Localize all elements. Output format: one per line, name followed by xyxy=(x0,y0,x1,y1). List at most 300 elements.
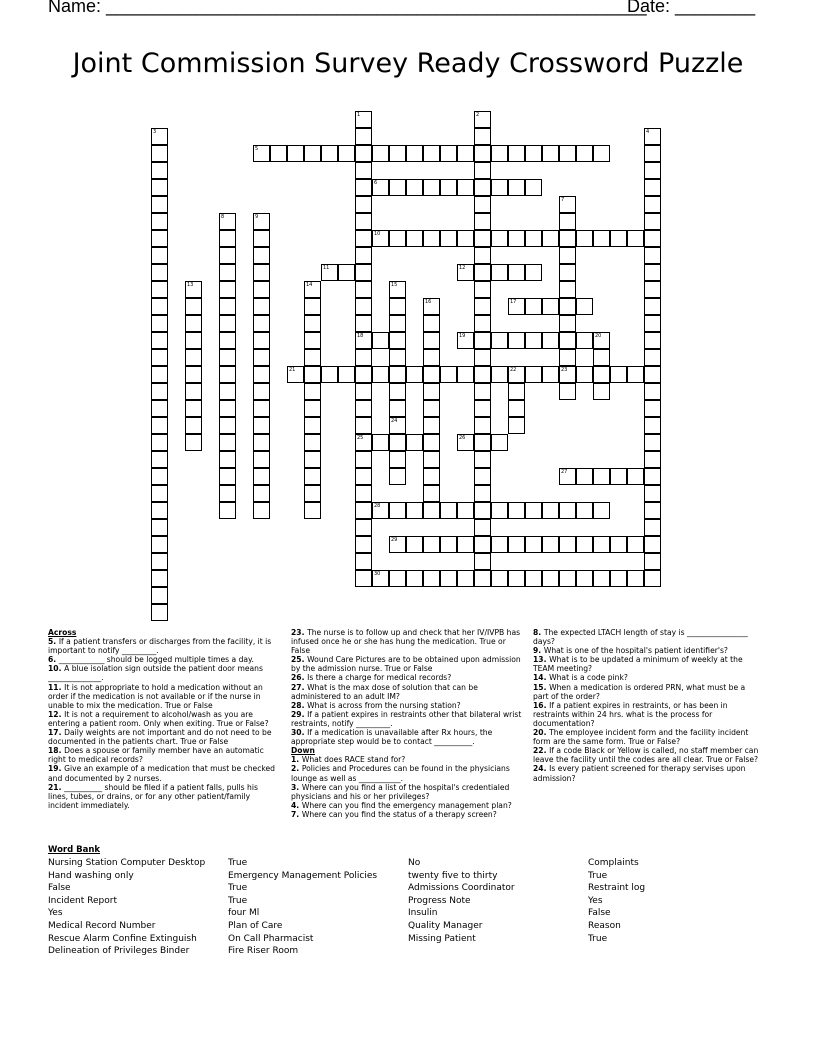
grid-cell[interactable] xyxy=(457,366,474,383)
grid-cell[interactable] xyxy=(559,264,576,281)
grid-cell[interactable] xyxy=(474,213,491,230)
grid-cell[interactable] xyxy=(389,315,406,332)
grid-cell[interactable] xyxy=(389,366,406,383)
grid-cell[interactable] xyxy=(610,468,627,485)
grid-cell[interactable] xyxy=(644,485,661,502)
grid-cell[interactable] xyxy=(406,179,423,196)
grid-cell[interactable] xyxy=(525,179,542,196)
grid-cell[interactable] xyxy=(525,536,542,553)
grid-cell[interactable] xyxy=(355,366,372,383)
grid-cell[interactable] xyxy=(304,332,321,349)
grid-cell[interactable] xyxy=(219,485,236,502)
grid-cell[interactable] xyxy=(593,349,610,366)
grid-cell[interactable] xyxy=(610,366,627,383)
grid-cell[interactable] xyxy=(644,247,661,264)
grid-cell[interactable] xyxy=(576,536,593,553)
grid-cell[interactable] xyxy=(644,519,661,536)
grid-cell[interactable] xyxy=(219,349,236,366)
grid-cell[interactable] xyxy=(185,383,202,400)
grid-cell[interactable] xyxy=(644,315,661,332)
grid-cell[interactable] xyxy=(542,145,559,162)
grid-cell[interactable] xyxy=(474,434,491,451)
grid-cell[interactable] xyxy=(270,145,287,162)
grid-cell[interactable] xyxy=(644,536,661,553)
grid-cell[interactable] xyxy=(253,247,270,264)
grid-cell[interactable] xyxy=(576,502,593,519)
grid-cell[interactable] xyxy=(219,247,236,264)
grid-cell[interactable] xyxy=(508,400,525,417)
grid-cell[interactable] xyxy=(151,553,168,570)
grid-cell[interactable] xyxy=(219,451,236,468)
grid-cell[interactable] xyxy=(253,264,270,281)
grid-cell[interactable] xyxy=(644,162,661,179)
grid-cell[interactable] xyxy=(389,400,406,417)
grid-cell[interactable] xyxy=(219,434,236,451)
grid-cell[interactable] xyxy=(474,519,491,536)
grid-cell[interactable] xyxy=(355,128,372,145)
grid-cell[interactable] xyxy=(559,145,576,162)
grid-cell[interactable] xyxy=(406,502,423,519)
grid-cell[interactable] xyxy=(525,366,542,383)
grid-cell[interactable] xyxy=(491,230,508,247)
grid-cell[interactable] xyxy=(389,179,406,196)
grid-cell[interactable] xyxy=(151,298,168,315)
grid-cell[interactable] xyxy=(304,468,321,485)
grid-cell[interactable] xyxy=(525,230,542,247)
grid-cell[interactable] xyxy=(474,315,491,332)
grid-cell[interactable] xyxy=(151,349,168,366)
grid-cell[interactable] xyxy=(253,332,270,349)
grid-cell[interactable] xyxy=(457,179,474,196)
grid-cell[interactable] xyxy=(389,230,406,247)
grid-cell[interactable] xyxy=(474,281,491,298)
grid-cell[interactable] xyxy=(610,536,627,553)
grid-cell[interactable] xyxy=(355,553,372,570)
grid-cell[interactable] xyxy=(474,502,491,519)
grid-cell[interactable] xyxy=(559,536,576,553)
grid-cell[interactable] xyxy=(151,281,168,298)
grid-cell[interactable] xyxy=(253,281,270,298)
grid-cell[interactable] xyxy=(151,162,168,179)
grid-cell[interactable] xyxy=(406,434,423,451)
grid-cell[interactable] xyxy=(355,468,372,485)
grid-cell[interactable] xyxy=(542,366,559,383)
grid-cell[interactable] xyxy=(491,536,508,553)
grid-cell[interactable] xyxy=(423,400,440,417)
grid-cell[interactable] xyxy=(440,145,457,162)
grid-cell[interactable] xyxy=(508,230,525,247)
grid-cell[interactable] xyxy=(576,332,593,349)
grid-cell[interactable] xyxy=(151,196,168,213)
grid-cell[interactable] xyxy=(151,570,168,587)
grid-cell[interactable] xyxy=(304,298,321,315)
grid-cell[interactable] xyxy=(406,145,423,162)
grid-cell[interactable] xyxy=(644,349,661,366)
grid-cell[interactable] xyxy=(185,332,202,349)
grid-cell[interactable] xyxy=(593,145,610,162)
grid-cell[interactable] xyxy=(644,502,661,519)
grid-cell[interactable] xyxy=(525,298,542,315)
grid-cell[interactable] xyxy=(644,400,661,417)
grid-cell[interactable] xyxy=(644,570,661,587)
grid-cell[interactable] xyxy=(338,145,355,162)
grid-cell[interactable] xyxy=(185,434,202,451)
grid-cell[interactable] xyxy=(542,298,559,315)
grid-cell[interactable] xyxy=(355,383,372,400)
grid-cell[interactable] xyxy=(185,349,202,366)
grid-cell[interactable] xyxy=(440,179,457,196)
grid-cell[interactable] xyxy=(151,400,168,417)
grid-cell[interactable] xyxy=(542,502,559,519)
grid-cell[interactable] xyxy=(287,145,304,162)
grid-cell[interactable] xyxy=(491,332,508,349)
grid-cell[interactable] xyxy=(253,383,270,400)
grid-cell[interactable] xyxy=(440,502,457,519)
grid-cell[interactable] xyxy=(219,315,236,332)
grid-cell[interactable] xyxy=(457,502,474,519)
grid-cell[interactable] xyxy=(576,468,593,485)
grid-cell[interactable] xyxy=(355,417,372,434)
grid-cell[interactable] xyxy=(542,536,559,553)
grid-cell[interactable] xyxy=(406,570,423,587)
grid-cell[interactable] xyxy=(151,468,168,485)
grid-cell[interactable] xyxy=(423,349,440,366)
grid-cell[interactable] xyxy=(423,383,440,400)
grid-cell[interactable] xyxy=(423,332,440,349)
grid-cell[interactable] xyxy=(219,383,236,400)
grid-cell[interactable] xyxy=(423,451,440,468)
grid-cell[interactable] xyxy=(474,485,491,502)
grid-cell[interactable] xyxy=(457,145,474,162)
grid-cell[interactable] xyxy=(304,383,321,400)
grid-cell[interactable] xyxy=(355,570,372,587)
grid-cell[interactable] xyxy=(644,145,661,162)
grid-cell[interactable] xyxy=(542,230,559,247)
grid-cell[interactable] xyxy=(355,536,372,553)
grid-cell[interactable] xyxy=(474,264,491,281)
grid-cell[interactable] xyxy=(372,366,389,383)
grid-cell[interactable] xyxy=(423,179,440,196)
grid-cell[interactable] xyxy=(474,162,491,179)
grid-cell[interactable] xyxy=(321,145,338,162)
grid-cell[interactable] xyxy=(219,332,236,349)
grid-cell[interactable] xyxy=(304,145,321,162)
grid-cell[interactable] xyxy=(423,468,440,485)
grid-cell[interactable] xyxy=(525,570,542,587)
grid-cell[interactable] xyxy=(559,383,576,400)
grid-cell[interactable] xyxy=(576,366,593,383)
grid-cell[interactable] xyxy=(219,502,236,519)
grid-cell[interactable] xyxy=(474,349,491,366)
grid-cell[interactable] xyxy=(593,230,610,247)
grid-cell[interactable] xyxy=(304,434,321,451)
grid-cell[interactable] xyxy=(151,264,168,281)
grid-cell[interactable] xyxy=(151,230,168,247)
grid-cell[interactable] xyxy=(151,451,168,468)
grid-cell[interactable] xyxy=(406,536,423,553)
grid-cell[interactable] xyxy=(185,400,202,417)
grid-cell[interactable] xyxy=(406,230,423,247)
grid-cell[interactable] xyxy=(389,451,406,468)
grid-cell[interactable] xyxy=(253,298,270,315)
grid-cell[interactable] xyxy=(559,332,576,349)
grid-cell[interactable] xyxy=(253,417,270,434)
grid-cell[interactable] xyxy=(253,315,270,332)
grid-cell[interactable] xyxy=(185,315,202,332)
grid-cell[interactable] xyxy=(610,570,627,587)
grid-cell[interactable] xyxy=(304,451,321,468)
grid-cell[interactable] xyxy=(253,400,270,417)
grid-cell[interactable] xyxy=(644,468,661,485)
grid-cell[interactable] xyxy=(304,485,321,502)
grid-cell[interactable] xyxy=(389,502,406,519)
grid-cell[interactable] xyxy=(576,145,593,162)
grid-cell[interactable] xyxy=(474,179,491,196)
grid-cell[interactable] xyxy=(355,179,372,196)
grid-cell[interactable] xyxy=(491,502,508,519)
grid-cell[interactable] xyxy=(627,366,644,383)
grid-cell[interactable] xyxy=(219,298,236,315)
grid-cell[interactable] xyxy=(185,366,202,383)
grid-cell[interactable] xyxy=(253,485,270,502)
grid-cell[interactable] xyxy=(627,570,644,587)
grid-cell[interactable] xyxy=(474,298,491,315)
grid-cell[interactable] xyxy=(559,349,576,366)
grid-cell[interactable] xyxy=(151,434,168,451)
grid-cell[interactable] xyxy=(474,417,491,434)
grid-cell[interactable] xyxy=(151,502,168,519)
grid-cell[interactable] xyxy=(474,468,491,485)
grid-cell[interactable] xyxy=(474,400,491,417)
grid-cell[interactable] xyxy=(508,264,525,281)
grid-cell[interactable] xyxy=(474,145,491,162)
grid-cell[interactable] xyxy=(355,196,372,213)
grid-cell[interactable] xyxy=(627,230,644,247)
grid-cell[interactable] xyxy=(219,400,236,417)
grid-cell[interactable] xyxy=(559,213,576,230)
grid-cell[interactable] xyxy=(593,502,610,519)
grid-cell[interactable] xyxy=(389,332,406,349)
grid-cell[interactable] xyxy=(253,434,270,451)
grid-cell[interactable] xyxy=(151,604,168,621)
grid-cell[interactable] xyxy=(372,434,389,451)
grid-cell[interactable] xyxy=(440,230,457,247)
grid-cell[interactable] xyxy=(355,298,372,315)
grid-cell[interactable] xyxy=(508,332,525,349)
grid-cell[interactable] xyxy=(423,485,440,502)
grid-cell[interactable] xyxy=(304,502,321,519)
grid-cell[interactable] xyxy=(372,145,389,162)
grid-cell[interactable] xyxy=(423,536,440,553)
grid-cell[interactable] xyxy=(508,502,525,519)
grid-cell[interactable] xyxy=(644,196,661,213)
grid-cell[interactable] xyxy=(491,366,508,383)
grid-cell[interactable] xyxy=(219,230,236,247)
grid-cell[interactable] xyxy=(372,332,389,349)
grid-cell[interactable] xyxy=(355,349,372,366)
grid-cell[interactable] xyxy=(304,349,321,366)
grid-cell[interactable] xyxy=(304,400,321,417)
grid-cell[interactable] xyxy=(457,536,474,553)
grid-cell[interactable] xyxy=(593,383,610,400)
grid-cell[interactable] xyxy=(389,570,406,587)
grid-cell[interactable] xyxy=(508,179,525,196)
grid-cell[interactable] xyxy=(644,281,661,298)
grid-cell[interactable] xyxy=(355,281,372,298)
grid-cell[interactable] xyxy=(151,519,168,536)
grid-cell[interactable] xyxy=(593,468,610,485)
grid-cell[interactable] xyxy=(355,247,372,264)
grid-cell[interactable] xyxy=(593,536,610,553)
grid-cell[interactable] xyxy=(389,145,406,162)
grid-cell[interactable] xyxy=(253,468,270,485)
grid-cell[interactable] xyxy=(304,315,321,332)
grid-cell[interactable] xyxy=(151,315,168,332)
grid-cell[interactable] xyxy=(423,315,440,332)
grid-cell[interactable] xyxy=(355,213,372,230)
grid-cell[interactable] xyxy=(576,230,593,247)
grid-cell[interactable] xyxy=(219,366,236,383)
grid-cell[interactable] xyxy=(355,400,372,417)
grid-cell[interactable] xyxy=(559,502,576,519)
grid-cell[interactable] xyxy=(508,383,525,400)
grid-cell[interactable] xyxy=(355,145,372,162)
grid-cell[interactable] xyxy=(389,468,406,485)
grid-cell[interactable] xyxy=(355,502,372,519)
grid-cell[interactable] xyxy=(151,145,168,162)
grid-cell[interactable] xyxy=(644,230,661,247)
grid-cell[interactable] xyxy=(440,536,457,553)
grid-cell[interactable] xyxy=(151,366,168,383)
grid-cell[interactable] xyxy=(457,230,474,247)
grid-cell[interactable] xyxy=(525,502,542,519)
grid-cell[interactable] xyxy=(423,145,440,162)
grid-cell[interactable] xyxy=(474,383,491,400)
grid-cell[interactable] xyxy=(508,145,525,162)
grid-cell[interactable] xyxy=(559,298,576,315)
grid-cell[interactable] xyxy=(559,315,576,332)
grid-cell[interactable] xyxy=(474,553,491,570)
grid-cell[interactable] xyxy=(576,298,593,315)
grid-cell[interactable] xyxy=(491,145,508,162)
grid-cell[interactable] xyxy=(474,366,491,383)
grid-cell[interactable] xyxy=(355,451,372,468)
grid-cell[interactable] xyxy=(525,332,542,349)
grid-cell[interactable] xyxy=(644,213,661,230)
grid-cell[interactable] xyxy=(355,519,372,536)
grid-cell[interactable] xyxy=(151,179,168,196)
grid-cell[interactable] xyxy=(644,332,661,349)
grid-cell[interactable] xyxy=(610,230,627,247)
grid-cell[interactable] xyxy=(355,315,372,332)
grid-cell[interactable] xyxy=(491,434,508,451)
grid-cell[interactable] xyxy=(151,536,168,553)
grid-cell[interactable] xyxy=(151,417,168,434)
grid-cell[interactable] xyxy=(389,298,406,315)
grid-cell[interactable] xyxy=(644,451,661,468)
grid-cell[interactable] xyxy=(389,383,406,400)
grid-cell[interactable] xyxy=(355,162,372,179)
grid-cell[interactable] xyxy=(185,417,202,434)
grid-cell[interactable] xyxy=(559,281,576,298)
grid-cell[interactable] xyxy=(644,179,661,196)
grid-cell[interactable] xyxy=(474,536,491,553)
grid-cell[interactable] xyxy=(627,468,644,485)
grid-cell[interactable] xyxy=(151,213,168,230)
grid-cell[interactable] xyxy=(219,264,236,281)
grid-cell[interactable] xyxy=(423,366,440,383)
grid-cell[interactable] xyxy=(355,485,372,502)
grid-cell[interactable] xyxy=(457,570,474,587)
grid-cell[interactable] xyxy=(304,366,321,383)
grid-cell[interactable] xyxy=(644,383,661,400)
grid-cell[interactable] xyxy=(474,230,491,247)
grid-cell[interactable] xyxy=(474,128,491,145)
grid-cell[interactable] xyxy=(253,349,270,366)
grid-cell[interactable] xyxy=(406,366,423,383)
grid-cell[interactable] xyxy=(338,366,355,383)
grid-cell[interactable] xyxy=(474,196,491,213)
grid-cell[interactable] xyxy=(151,332,168,349)
grid-cell[interactable] xyxy=(508,417,525,434)
grid-cell[interactable] xyxy=(338,264,355,281)
grid-cell[interactable] xyxy=(491,570,508,587)
grid-cell[interactable] xyxy=(525,145,542,162)
grid-cell[interactable] xyxy=(423,230,440,247)
grid-cell[interactable] xyxy=(474,451,491,468)
grid-cell[interactable] xyxy=(644,264,661,281)
grid-cell[interactable] xyxy=(423,570,440,587)
grid-cell[interactable] xyxy=(644,434,661,451)
grid-cell[interactable] xyxy=(389,349,406,366)
grid-cell[interactable] xyxy=(355,264,372,281)
grid-cell[interactable] xyxy=(423,502,440,519)
grid-cell[interactable] xyxy=(491,264,508,281)
grid-cell[interactable] xyxy=(253,451,270,468)
grid-cell[interactable] xyxy=(440,366,457,383)
grid-cell[interactable] xyxy=(219,468,236,485)
grid-cell[interactable] xyxy=(253,230,270,247)
grid-cell[interactable] xyxy=(644,366,661,383)
grid-cell[interactable] xyxy=(593,366,610,383)
grid-cell[interactable] xyxy=(559,570,576,587)
grid-cell[interactable] xyxy=(423,434,440,451)
grid-cell[interactable] xyxy=(423,417,440,434)
grid-cell[interactable] xyxy=(185,298,202,315)
grid-cell[interactable] xyxy=(474,332,491,349)
grid-cell[interactable] xyxy=(151,485,168,502)
grid-cell[interactable] xyxy=(525,264,542,281)
grid-cell[interactable] xyxy=(321,366,338,383)
grid-cell[interactable] xyxy=(151,247,168,264)
grid-cell[interactable] xyxy=(474,247,491,264)
grid-cell[interactable] xyxy=(644,417,661,434)
grid-cell[interactable] xyxy=(542,570,559,587)
grid-cell[interactable] xyxy=(559,247,576,264)
grid-cell[interactable] xyxy=(576,570,593,587)
grid-cell[interactable] xyxy=(508,570,525,587)
grid-cell[interactable] xyxy=(355,230,372,247)
grid-cell[interactable] xyxy=(644,298,661,315)
grid-cell[interactable] xyxy=(151,383,168,400)
grid-cell[interactable] xyxy=(559,230,576,247)
grid-cell[interactable] xyxy=(253,366,270,383)
grid-cell[interactable] xyxy=(389,434,406,451)
grid-cell[interactable] xyxy=(644,553,661,570)
grid-cell[interactable] xyxy=(219,417,236,434)
grid-cell[interactable] xyxy=(474,570,491,587)
grid-cell[interactable] xyxy=(219,281,236,298)
